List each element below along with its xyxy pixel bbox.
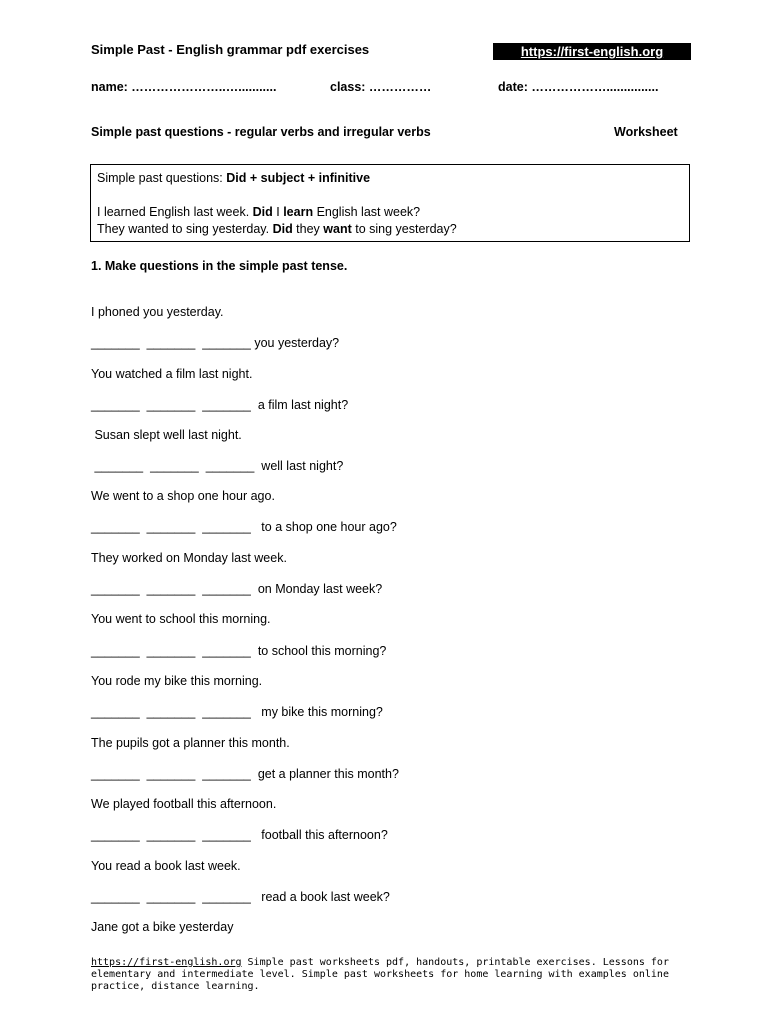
example-text: to sing yesterday?	[351, 222, 457, 236]
exercise-answer-line: _______ _______ _______ my bike this morning?	[91, 705, 383, 719]
example-bold: Did	[252, 205, 273, 219]
exercise-sentence: Susan slept well last night.	[91, 428, 242, 442]
worksheet-label: Worksheet	[614, 125, 678, 139]
exercise-answer-line: _______ _______ _______ football this afternoon?	[91, 828, 388, 842]
footer-text: Simple past worksheets pdf, handouts, printable exercises. Lessons for elementary and intermediate level. Simple past worksheets for home learning with examples online practice, distance learning.	[91, 957, 669, 992]
rule-formula: Did + subject + infinitive	[226, 171, 371, 185]
example-text: They wanted to sing yesterday.	[97, 222, 273, 236]
example-text: I learned English last week.	[97, 205, 253, 219]
exercise-title: 1. Make questions in the simple past tense.	[91, 259, 348, 273]
example-bold: Did	[272, 222, 293, 236]
exercise-sentence: You went to school this morning.	[91, 612, 271, 626]
example-text: I	[272, 205, 284, 219]
exercise-sentence: I phoned you yesterday.	[91, 305, 224, 319]
exercise-answer-line: _______ _______ _______ on Monday last week?	[91, 582, 383, 596]
footer-note	[91, 957, 691, 993]
document-title: Simple Past - English grammar pdf exercises	[91, 42, 370, 57]
exercise-sentence: Jane got a bike yesterday	[91, 920, 234, 934]
exercise-sentence: You rode my bike this morning.	[91, 674, 263, 688]
example-text: they	[292, 222, 324, 236]
class-field: class: ……………	[330, 80, 432, 94]
exercise-answer-line: _______ _______ _______ to school this morning?	[91, 644, 387, 658]
exercise-answer-line: _______ _______ _______ you yesterday?	[91, 336, 340, 350]
grammar-rule-box	[90, 164, 690, 242]
exercise-answer-line: _______ _______ _______ well last night?	[91, 459, 344, 473]
exercise-sentence: We went to a shop one hour ago.	[91, 489, 275, 503]
example-text: English last week?	[313, 205, 421, 219]
exercise-answer-line: _______ _______ _______ get a planner this month?	[91, 767, 399, 781]
exercise-sentence: They worked on Monday last week.	[91, 551, 287, 565]
section-title: Simple past questions - regular verbs and irregular verbs	[91, 125, 431, 139]
exercise-sentence: You watched a film last night.	[91, 367, 253, 381]
name-field: name: …………………..…...........	[91, 80, 277, 94]
rule-line	[97, 171, 370, 185]
exercise-sentence: You read a book last week.	[91, 859, 241, 873]
header-url-link[interactable]: https://first-english.org	[493, 43, 691, 60]
example-bold: want	[323, 222, 352, 236]
exercise-answer-line: _______ _______ _______ a film last night?	[91, 398, 349, 412]
exercise-answer-line: _______ _______ _______ to a shop one hour ago?	[91, 520, 397, 534]
example-bold: learn	[283, 205, 314, 219]
footer-link[interactable]: https://first-english.org	[91, 957, 242, 968]
rule-text: Simple past questions:	[97, 171, 227, 185]
exercise-sentence: The pupils got a planner this month.	[91, 736, 290, 750]
rule-example-1	[97, 205, 420, 219]
exercise-sentence: We played football this afternoon.	[91, 797, 277, 811]
date-field: date: ………………...............	[498, 80, 659, 94]
rule-example-2	[97, 222, 457, 236]
exercise-answer-line: _______ _______ _______ read a book last week?	[91, 890, 390, 904]
